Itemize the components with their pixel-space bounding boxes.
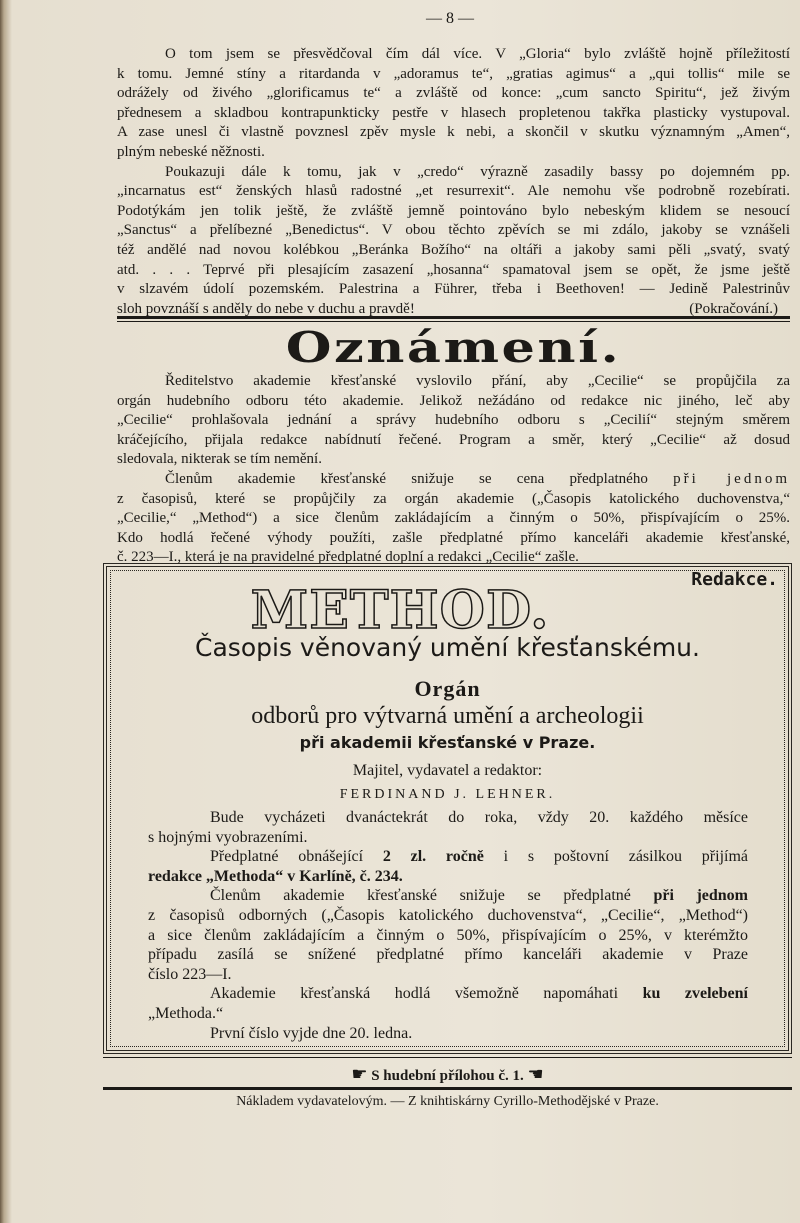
advert-title: METHOD. <box>250 580 550 641</box>
advert-owner-label: Majitel, vydavatel a redaktor: <box>352 762 543 779</box>
divider <box>103 1057 792 1058</box>
text-line: číslo 223—I. <box>148 965 232 983</box>
text-line: odrážely od živého „glorificamus te“ a zvláště od konce: „cum sancto Spiritu“, jež živým <box>117 85 790 102</box>
text-line: „Cecilie,“ „Method“) a sice členům zakládajícím a činným o 50%, přispívajícím o 25%. <box>117 510 790 527</box>
text-line-part: Členům akademie křesťanské snižuje se předplatné <box>210 887 631 905</box>
advert-academy: při akademii křesťanské v Praze. <box>299 733 596 752</box>
text-line: v slzavém údolí pozemském. Palestrina a Führer, třeba i Beethoven! — Jedině Palestrinův <box>117 281 790 298</box>
text-line: „Cecilie“ prohlašovala jednání a správy hudebního odboru s „Cecilií“ stejným směrem <box>117 412 790 429</box>
text-line: sledovala, nikterak se tím nemění. <box>117 451 322 468</box>
pointing-hand-right-icon: ☛ <box>351 1064 368 1085</box>
page-number: — 8 — <box>426 10 474 27</box>
imprint: Nákladem vydavatelovým. — Z knihtiskárny Cyrillo-Methodějské v Praze. <box>236 1094 659 1109</box>
advert-organ-of: odborů pro výtvarná umění a archeologii <box>251 703 644 729</box>
text-line <box>148 984 748 1004</box>
text-line: „Sanctus“ a přelíbezné „Benedictus“. V obou těchto zpěvích se mi zdálo, jakoby se vznášeli <box>117 222 790 239</box>
text-line-part: Předplatné obnášející <box>210 848 364 866</box>
text-line <box>148 847 748 867</box>
signature: Redakce. <box>691 568 778 590</box>
text-line: přednesem a skladbou kontrapunkticky pestře v hlasech propletenou takřka plasticky vystupoval. <box>117 104 790 121</box>
text-line: k tomu. Jemné stíny a ritardanda v „adoramus te“, „gratias agimus“ a „qui tollis“ mile se <box>117 65 790 82</box>
text-line: Kdo hodlá řečené výhody použíti, zašle předplatné přímo kanceláři akademie křesťanské, <box>117 529 790 546</box>
text-line: kráčejícího, přijala redakce nabídnutí řečené. Program a směr, který „Cecilie“ až dosud <box>117 431 790 448</box>
text-line: Bude vycházeti dvanáctekrát do roka, vždy 20. každého měsíce <box>210 809 748 826</box>
supplement-text: S hudební přílohou č. 1. <box>371 1068 524 1084</box>
divider <box>103 1087 792 1090</box>
text-line: s hojnými vyobrazeními. <box>148 828 308 846</box>
text-line-part: Členům akademie křesťanské snižuje se cena předplatného <box>165 470 648 487</box>
announcement-text <box>117 372 790 590</box>
advert-body <box>148 808 748 1043</box>
advert-organ: Orgán <box>414 676 481 701</box>
text-line <box>148 867 748 887</box>
text-line-part: i s poštovní zásilkou přijímá <box>503 848 749 866</box>
text-line: O tom jsem se přesvědčoval čím dál více. V „Gloria“ bylo zvláště hojně příležitostí <box>165 46 790 62</box>
text-line: též andělé nad novou kolébkou „Beránka Božího“ na oltáři a jakoby sami pěli „svatý, svatý <box>117 241 790 258</box>
text-line: z časopisů, které se propůjčily za orgán akademie („Časopis katolického duchovenstva,“ <box>117 490 790 507</box>
text-line: případu zasílá se snížené předplatné přímo kanceláři akademie v Praze <box>148 946 748 964</box>
text-line: orgán hudebního odboru této akademie. Jelikož nežádáno od redakce nic jiného, leč aby <box>117 392 790 409</box>
text-line: Podotýkám jen tolik ještě, že zvláště jemně pointováno bylo nebeským klidem se nesoucí <box>117 202 790 219</box>
section-divider <box>117 316 790 322</box>
text-line-part: Akademie křesťanská hodlá všemožně napomáhati <box>210 985 619 1003</box>
text-line: První číslo vyjde dne 20. ledna. <box>210 1024 413 1042</box>
pointing-hand-left-icon: ☚ <box>527 1064 544 1085</box>
text-line: Ředitelstvo akademie křesťanské vyslovilo přání, aby „Cecilie“ se propůjčila za <box>165 373 790 389</box>
text-line <box>148 886 748 906</box>
bold-text: při jednom <box>653 887 748 905</box>
bold-text: ku zvelebení <box>642 985 748 1003</box>
address-text: redakce „Methoda“ v Karlíně, č. 234. <box>148 867 403 885</box>
text-line <box>117 470 790 490</box>
text-line: „incarnatus est“ ženských hlasů radostné „et resurrexit“. Ale nemohu vše podrobně rozebírati. <box>117 183 790 200</box>
text-line-part: sloh povznáší s anděly do nebe v duchu a pravdě! <box>117 300 415 317</box>
article-text <box>117 45 790 319</box>
text-line: z časopisů odborných („Časopis katolického duchovenstva“, „Cecilie“, „Method“) <box>148 906 748 924</box>
spaced-text: při jednom <box>673 470 791 487</box>
text-line: č. 223—I., která je na pravidelné předplatné doplní a redakci „Cecilie“ zašle. <box>117 549 579 566</box>
continued-note: (Pokračování.) <box>689 300 778 317</box>
advert-subtitle: Časopis věnovaný umění křesťanskému. <box>195 633 700 662</box>
price-text: 2 zl. ročně <box>382 848 484 866</box>
text-line: a sice členům zakládajícím a činným o 50%, přispívajícím o 25%, v kterémžto <box>148 926 748 944</box>
advert-owner-name: FERDINAND J. LEHNER. <box>339 787 556 802</box>
announcement-title: Oznámení. <box>285 323 622 372</box>
text-line: atd. . . . Teprvé při plesajícím zasazení „hosanna“ spamatoval jsem se opět, že jsme ještě <box>117 261 790 278</box>
text-line: A zase unesl či vlastně povznesl zpěv mysle k nebi, a skončil v skutku významným „Amen“, <box>117 124 790 141</box>
supplement-note <box>103 1064 792 1085</box>
text-line: „Methoda.“ <box>148 1004 224 1022</box>
text-line: Poukazuji dále k tomu, jak v „credo“ výrazně zasadily bassy po dojemném pp. <box>165 163 790 180</box>
text-line: plným nebeské něžnosti. <box>117 143 265 160</box>
